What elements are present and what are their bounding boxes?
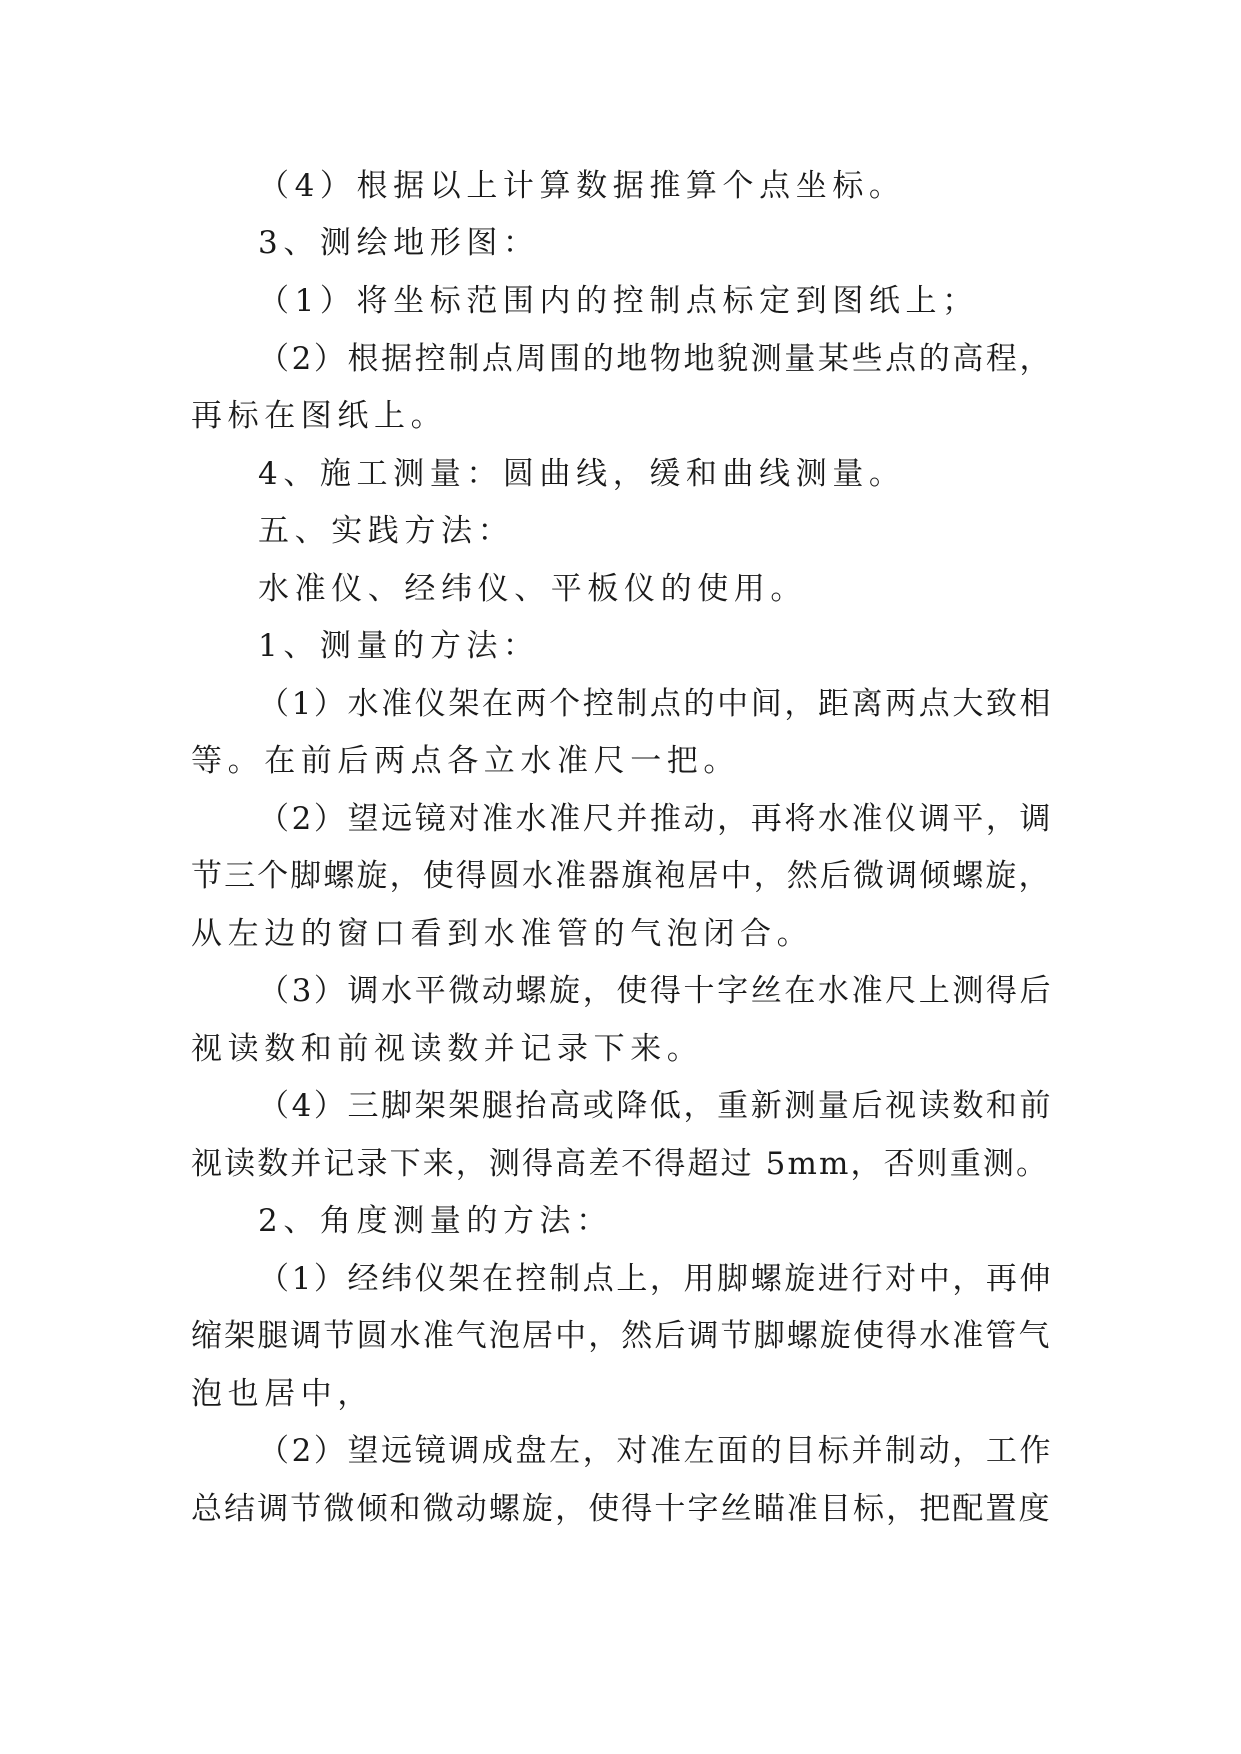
subsection-heading-1: 1、测量的方法： xyxy=(258,628,540,664)
paragraph-line-21: 缩架腿调节圆水准气泡居中，然后调节脚螺旋使得水准管气 xyxy=(191,1318,1052,1354)
paragraph-line-12: （2）望远镜对准水准尺并推动，再将水准仪调平，调 xyxy=(258,801,1054,837)
paragraph-line-4: （2）根据控制点周围的地物地貌测量某些点的高程， xyxy=(258,341,1054,377)
paragraph-line-20: （1）经纬仪架在控制点上，用脚螺旋进行对中，再伸 xyxy=(258,1261,1054,1297)
section-heading-3: 3、测绘地形图： xyxy=(258,225,540,261)
paragraph-line-22: 泡也居中， xyxy=(191,1376,374,1412)
paragraph-line-23: （2）望远镜调成盘左，对准左面的目标并制动，工作 xyxy=(258,1433,1054,1469)
paragraph-line-10: （1）水准仪架在两个控制点的中间，距离两点大致相 xyxy=(258,686,1054,722)
paragraph-line-11: 等。在前后两点各立水准尺一把。 xyxy=(191,743,740,779)
paragraph-line-14: 从左边的窗口看到水准管的气泡闭合。 xyxy=(191,916,814,952)
section-heading-4: 4、施工测量：圆曲线，缓和曲线测量。 xyxy=(258,456,906,492)
paragraph-line-18: 视读数并记录下来，测得高差不得超过 5mm，否则重测。 xyxy=(191,1146,1050,1182)
paragraph-line-8: 水准仪、经纬仪、平板仪的使用。 xyxy=(258,571,807,607)
paragraph-line-17: （4）三脚架架腿抬高或降低，重新测量后视读数和前 xyxy=(258,1088,1054,1124)
paragraph-line-15: （3）调水平微动螺旋，使得十字丝在水准尺上测得后 xyxy=(258,973,1054,1009)
paragraph-line-3: （1）将坐标范围内的控制点标定到图纸上； xyxy=(258,283,979,319)
paragraph-line-24: 总结调节微倾和微动螺旋，使得十字丝瞄准目标，把配置度 xyxy=(191,1491,1052,1527)
section-heading-5: 五、实践方法： xyxy=(258,513,515,549)
paragraph-line-16: 视读数和前视读数并记录下来。 xyxy=(191,1031,704,1067)
paragraph-line-5: 再标在图纸上。 xyxy=(191,398,448,434)
paragraph-line-13: 节三个脚螺旋，使得圆水准器旗袍居中，然后微调倾螺旋， xyxy=(191,858,1052,894)
subsection-heading-2: 2、角度测量的方法： xyxy=(258,1203,613,1239)
paragraph-line-1: （4）根据以上计算数据推算个点坐标。 xyxy=(258,168,906,204)
